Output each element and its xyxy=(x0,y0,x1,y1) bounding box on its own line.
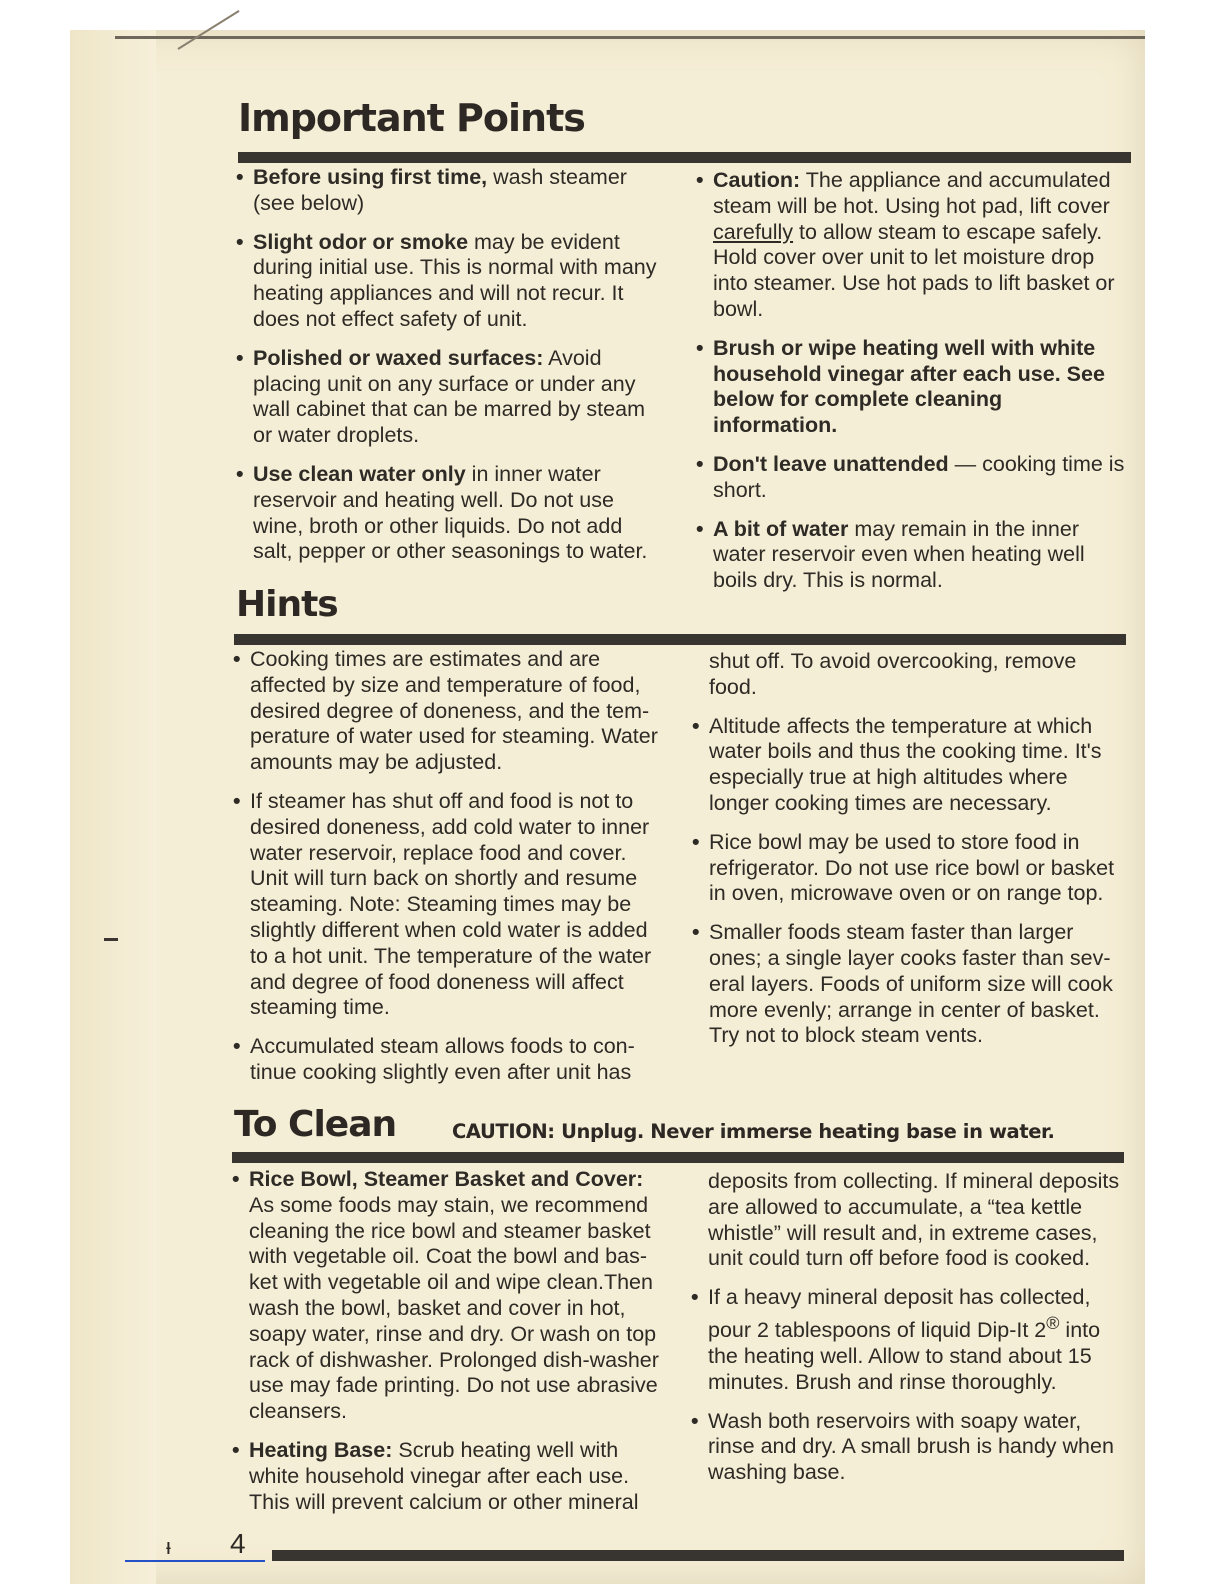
important-points-rule xyxy=(238,152,1131,163)
hints-right-column xyxy=(692,649,1126,1062)
hints-left-column xyxy=(233,647,665,1099)
to-clean-left-column xyxy=(232,1167,666,1528)
list-item: • Slight odor or smoke may be evident during initial use. This is normal with many heating appliances and will not recur. It does not effect safety of unit. xyxy=(236,230,666,333)
list-item: • Caution: The appliance and accumulated steam will be hot. Using hot pad, lift cover carefully to allow steam to escape safely. Hold cover over unit to let moisture drop into steamer. Use hot pads to lift basket or bowl. xyxy=(696,168,1128,323)
list-item-continued: shut off. To avoid overcooking, remove food. xyxy=(709,649,1077,699)
list-item: • Brush or wipe heating well with white household vinegar after each use. See below for complete cleaning information. xyxy=(696,336,1128,439)
hints-heading: Hints xyxy=(236,584,338,625)
list-item: • Wash both reservoirs with soapy water, rinse and dry. A small brush is handy when washing base. xyxy=(691,1409,1125,1486)
footer-underline xyxy=(125,1560,265,1562)
list-item: • A bit of water may remain in the inner water reservoir even when heating well boils dry. This is normal. xyxy=(696,517,1128,594)
to-clean-caution: CAUTION: Unplug. Never immerse heating base in water. xyxy=(452,1120,1055,1143)
list-item: • Cooking times are estimates and are affected by size and temperature of food, desired degree of doneness, and the tem-perature of water used for steaming. Water amounts may be adjusted. xyxy=(233,647,665,776)
hints-rule xyxy=(234,634,1126,645)
paper-left-edge xyxy=(70,30,156,1584)
footer-rule xyxy=(272,1550,1124,1561)
list-item: • Smaller foods steam faster than larger ones; a single layer cooks faster than sev-eral layers. Foods of uniform size will cook more evenly; arrange in center of basket. Try not to block steam vents. xyxy=(692,920,1126,1049)
to-clean-rule xyxy=(232,1152,1124,1163)
list-item: • Accumulated steam allows foods to con-tinue cooking slightly even after unit has xyxy=(233,1034,665,1086)
list-item: • Heating Base: Scrub heating well with white household vinegar after each use. This will prevent calcium or other mineral xyxy=(232,1438,666,1515)
top-fold-rule xyxy=(115,36,1145,39)
important-points-heading: Important Points xyxy=(238,96,585,140)
important-left-column xyxy=(236,165,666,578)
list-item-continued: deposits from collecting. If mineral deposits are allowed to accumulate, a “tea kettle whistle” will result and, in extreme cases, unit could turn off before food is cooked. xyxy=(708,1169,1120,1271)
page-number: 4 xyxy=(230,1528,246,1559)
list-item: • Don't leave unattended — cooking time is short. xyxy=(696,452,1128,504)
to-clean-heading: To Clean xyxy=(234,1104,397,1145)
list-item: • Rice bowl may be used to store food in refrigerator. Do not use rice bowl or basket in oven, microwave oven or on range top. xyxy=(692,830,1126,907)
list-item: • If a heavy mineral deposit has collected, pour 2 tablespoons of liquid Dip-It 2® into the heating well. Allow to stand about 15 minutes. Brush and rinse thoroughly. xyxy=(691,1285,1125,1395)
list-item: • Polished or waxed surfaces: Avoid placing unit on any surface or under any wall cabinet that can be marred by steam or water droplets. xyxy=(236,346,666,449)
list-item: • Before using first time, wash steamer (see below) xyxy=(236,165,666,217)
margin-speck xyxy=(104,938,118,941)
list-item: • Use clean water only in inner water reservoir and heating well. Do not use wine, broth or other liquids. Do not add salt, pepper or other seasonings to water. xyxy=(236,462,666,565)
footer-mark: ᵻ xyxy=(166,1534,171,1559)
list-item: • Altitude affects the temperature at which water boils and thus the cooking time. It's especially true at high altitudes where longer cooking times are necessary. xyxy=(692,714,1126,817)
important-right-column xyxy=(696,168,1128,607)
to-clean-right-column xyxy=(691,1169,1125,1499)
list-item: • If steamer has shut off and food is not to desired doneness, add cold water to inner water reservoir, replace food and cover. Unit will turn back on shortly and resume steaming. Note: Steaming times may be slightly different when cold water is added to a hot unit. The temperature of the water and degree of food doneness will affect steaming time. xyxy=(233,789,665,1021)
list-item: • Rice Bowl, Steamer Basket and Cover: As some foods may stain, we recommend cleaning the rice bowl and steamer basket with vegetable oil. Coat the bowl and bas-ket with vegetable oil and wipe clean.Then wash the bowl, basket and cover in hot, soapy water, rinse and dry. Or wash on top rack of dishwasher. Prolonged dish-washer use may fade printing. Do not use abrasive cleansers. xyxy=(232,1167,666,1425)
